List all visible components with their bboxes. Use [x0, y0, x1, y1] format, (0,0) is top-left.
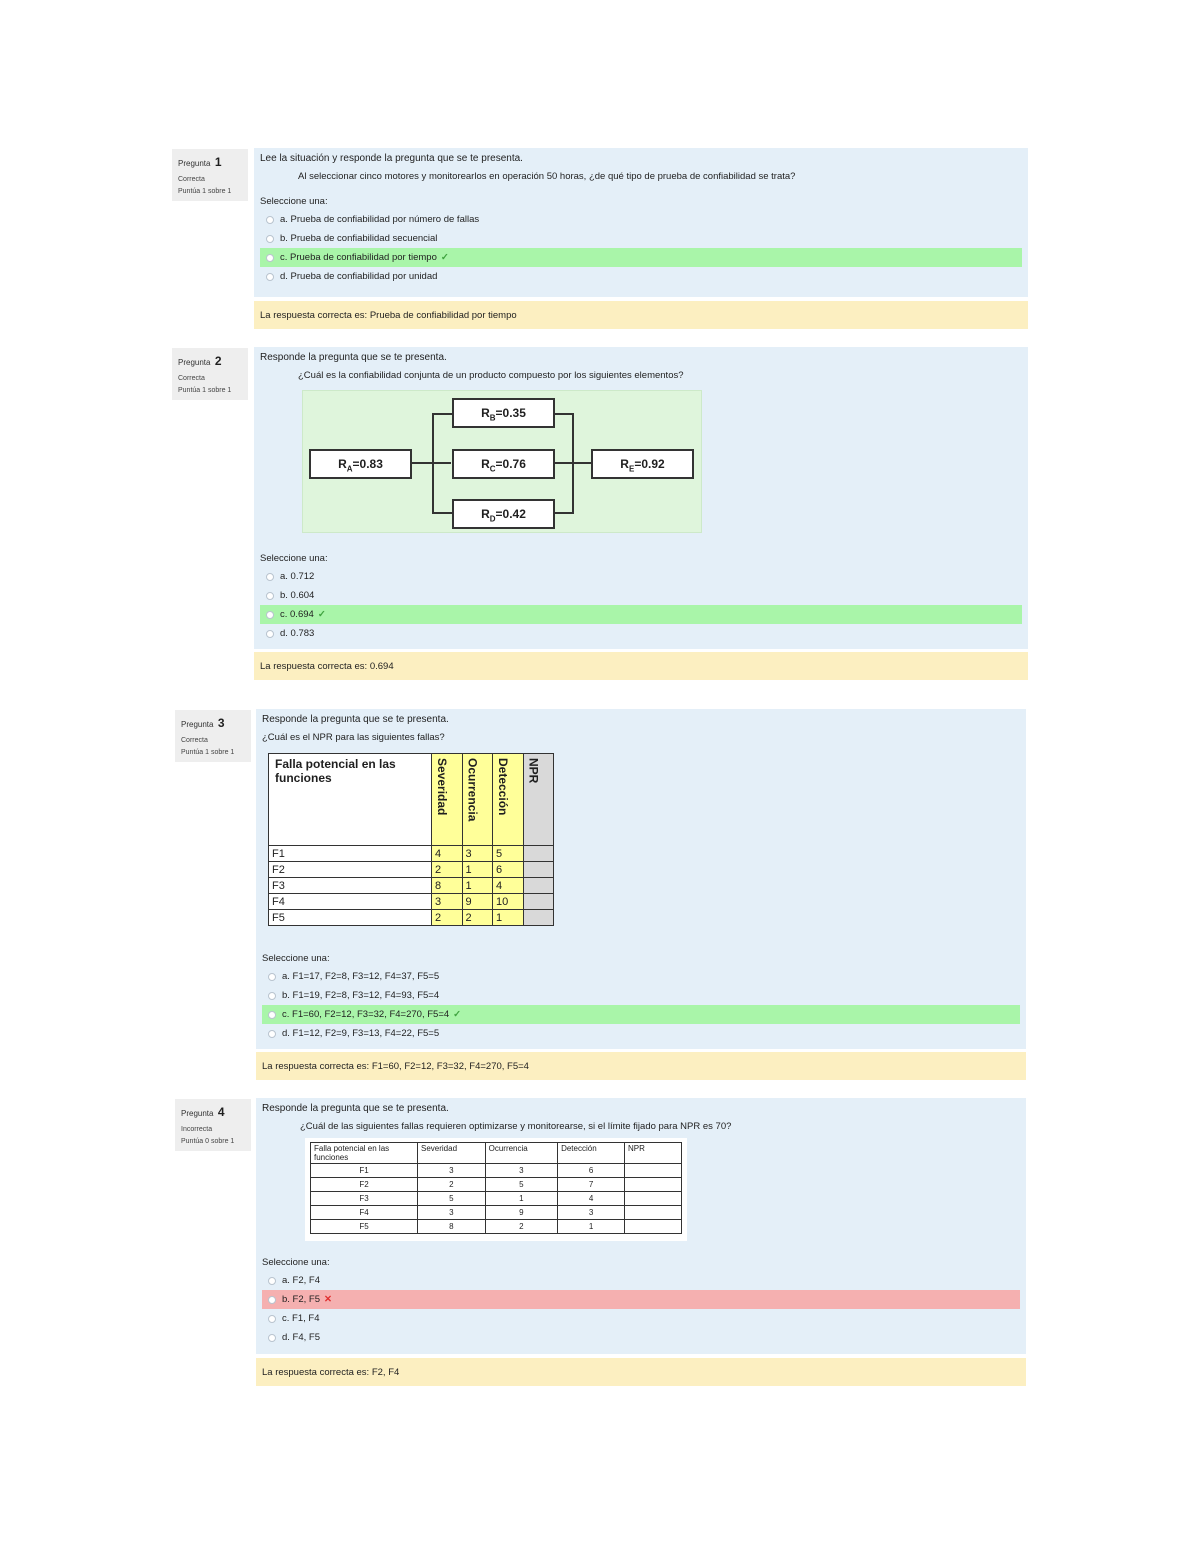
table-row: F1 3 3 6	[311, 1164, 682, 1178]
select-label: Seleccione una:	[260, 196, 328, 207]
option-text: b. F2, F5	[282, 1294, 321, 1305]
radio-button[interactable]	[268, 973, 276, 981]
radio-button[interactable]	[266, 630, 274, 638]
table-header-cell: Severidad	[435, 758, 449, 816]
radio-button[interactable]	[268, 1334, 276, 1342]
block-rd: $R_D=0.42$	[452, 499, 555, 529]
table-row: F2 2 5 7	[311, 1178, 682, 1192]
radio-button[interactable]	[268, 1011, 276, 1019]
checkmark-icon: ✓	[453, 1009, 462, 1020]
question-number: 1	[214, 155, 222, 169]
fmea-table	[268, 753, 554, 926]
block-rb: $R_B=0.35$	[452, 398, 555, 428]
answer-option-a[interactable]	[262, 1271, 1020, 1290]
question-prompt: Responde la pregunta que se te presenta.	[262, 1103, 449, 1114]
table-header-cell: NPR	[625, 1143, 682, 1164]
question-label: Pregunta	[181, 1109, 214, 1118]
block-re: $R_E=0.92$	[591, 449, 694, 479]
question-number: 4	[217, 1105, 225, 1119]
question-content	[254, 148, 1028, 297]
radio-button[interactable]	[266, 254, 274, 262]
question-grade: Puntúa 1 sobre 1	[181, 749, 235, 756]
question-info	[172, 149, 248, 201]
answer-option-b[interactable]	[260, 586, 1022, 605]
radio-button[interactable]	[268, 1315, 276, 1323]
option-text: b. Prueba de confiabilidad secuencial	[280, 233, 438, 244]
table-row: F3 5 1 4	[311, 1192, 682, 1206]
connector-line	[554, 413, 574, 415]
radio-button[interactable]	[266, 592, 274, 600]
question-label: Pregunta	[181, 720, 214, 729]
option-text: a. F1=17, F2=8, F3=12, F4=37, F5=5	[282, 971, 440, 982]
question-info	[172, 348, 248, 400]
answer-option-b[interactable]	[260, 229, 1022, 248]
table-row: F5 8 2 1	[311, 1220, 682, 1234]
question-info	[175, 1099, 251, 1151]
option-text: a. Prueba de confiabilidad por número de fallas	[280, 214, 480, 225]
radio-button[interactable]	[268, 992, 276, 1000]
select-label: Seleccione una:	[262, 1257, 330, 1268]
option-text: c. Prueba de confiabilidad por tiempo	[280, 252, 437, 263]
answer-option-d[interactable]	[262, 1328, 1020, 1347]
answer-option-c[interactable]	[262, 1309, 1020, 1328]
radio-button[interactable]	[268, 1030, 276, 1038]
answer-option-c[interactable]	[262, 1005, 1020, 1024]
option-text: d. Prueba de confiabilidad por unidad	[280, 271, 438, 282]
radio-button[interactable]	[268, 1296, 276, 1304]
option-text: d. F1=12, F2=9, F3=13, F4=22, F5=5	[282, 1028, 440, 1039]
answer-option-d[interactable]	[262, 1024, 1020, 1043]
table-header-cell: Ocurrencia	[465, 758, 480, 822]
block-rc: $R_C=0.76$	[452, 449, 555, 479]
table-row: F4 3 9 10	[269, 894, 554, 910]
feedback-box: La respuesta correcta es: 0.694	[254, 652, 1028, 680]
answer-option-d[interactable]	[260, 624, 1022, 643]
option-text: c. F1, F4	[282, 1313, 320, 1324]
radio-button[interactable]	[266, 216, 274, 224]
answer-option-c[interactable]	[260, 605, 1022, 624]
table-header-cell: Detección	[496, 758, 510, 816]
connector-line	[432, 413, 434, 513]
table-row: F5 2 2 1	[269, 910, 554, 926]
question-prompt: Responde la pregunta que se te presenta.	[260, 352, 447, 363]
question-grade: Puntúa 1 sobre 1	[178, 387, 232, 394]
radio-button[interactable]	[266, 235, 274, 243]
option-text: d. F4, F5	[282, 1332, 321, 1343]
option-text: c. F1=60, F2=12, F3=32, F4=270, F5=4	[282, 1009, 450, 1020]
radio-button[interactable]	[268, 1277, 276, 1285]
table-row: F1 4 3 5	[269, 846, 554, 862]
connector-line	[432, 413, 452, 415]
option-text: a. 0.712	[280, 571, 315, 582]
option-text: a. F2, F4	[282, 1275, 321, 1286]
answer-option-a[interactable]	[260, 567, 1022, 586]
reliability-diagram	[302, 390, 702, 533]
question-state: Correcta	[178, 176, 205, 183]
question-number: 3	[217, 716, 225, 730]
question-text: ¿Cuál es la confiabilidad conjunta de un producto compuesto por los siguientes elementos?	[298, 370, 684, 381]
fmea-table	[310, 1142, 682, 1234]
option-text: d. 0.783	[280, 628, 315, 639]
question-text: Al seleccionar cinco motores y monitorearlos en operación 50 horas, ¿de qué tipo de prueba de confiabilidad se trata?	[298, 171, 796, 182]
option-text: c. 0.694	[280, 609, 314, 620]
question-state: Incorrecta	[181, 1126, 213, 1133]
question-prompt: Lee la situación y responde la pregunta que se te presenta.	[260, 153, 523, 164]
table-header-cell: Falla potencial en las funciones	[269, 754, 432, 846]
answer-option-a[interactable]	[260, 210, 1022, 229]
cross-icon: ✕	[324, 1294, 332, 1305]
question-text: ¿Cuál es el NPR para las siguientes fallas?	[262, 732, 445, 743]
question-number: 2	[214, 354, 222, 368]
block-ra: $R_A=0.83$	[309, 449, 412, 479]
question-state: Correcta	[181, 737, 208, 744]
feedback-box: La respuesta correcta es: F2, F4	[256, 1358, 1026, 1386]
checkmark-icon: ✓	[317, 609, 326, 620]
feedback-box: La respuesta correcta es: Prueba de confiabilidad por tiempo	[254, 301, 1028, 329]
table-header-cell: Severidad	[418, 1143, 486, 1164]
question-prompt: Responde la pregunta que se te presenta.	[262, 714, 449, 725]
answer-option-a[interactable]	[262, 967, 1020, 986]
question-text: ¿Cuál de las siguientes fallas requieren optimizarse y monitorearse, si el límite fijado para NPR es 70?	[300, 1121, 732, 1132]
table-row: F2 2 1 6	[269, 862, 554, 878]
table-row: F4 3 9 3	[311, 1206, 682, 1220]
option-text: b. F1=19, F2=8, F3=12, F4=93, F5=4	[282, 990, 440, 1001]
connector-line	[554, 462, 592, 464]
answer-option-d[interactable]	[260, 267, 1022, 286]
connector-line	[432, 512, 452, 514]
table-row: F3 8 1 4	[269, 878, 554, 894]
radio-button[interactable]	[266, 611, 274, 619]
option-text: b. 0.604	[280, 590, 315, 601]
table-header-cell: NPR	[526, 758, 541, 784]
table-header-cell: Detección	[558, 1143, 625, 1164]
connector-line	[554, 512, 574, 514]
question-state: Correcta	[178, 375, 205, 382]
question-info	[175, 710, 251, 762]
question-grade: Puntúa 0 sobre 1	[181, 1138, 235, 1145]
question-grade: Puntúa 1 sobre 1	[178, 188, 232, 195]
table-header-cell: Falla potencial en las funciones	[311, 1143, 418, 1164]
question-label: Pregunta	[178, 358, 211, 367]
question-label: Pregunta	[178, 159, 211, 168]
answer-option-b[interactable]	[262, 986, 1020, 1005]
checkmark-icon: ✓	[440, 252, 449, 263]
feedback-box: La respuesta correcta es: F1=60, F2=12, F3=32, F4=270, F5=4	[256, 1052, 1026, 1080]
connector-line	[411, 462, 451, 464]
answer-option-c[interactable]	[260, 248, 1022, 267]
radio-button[interactable]	[266, 573, 274, 581]
select-label: Seleccione una:	[262, 953, 330, 964]
answer-option-b[interactable]	[262, 1290, 1020, 1309]
select-label: Seleccione una:	[260, 553, 328, 564]
radio-button[interactable]	[266, 273, 274, 281]
table-header-cell: Ocurrencia	[485, 1143, 557, 1164]
